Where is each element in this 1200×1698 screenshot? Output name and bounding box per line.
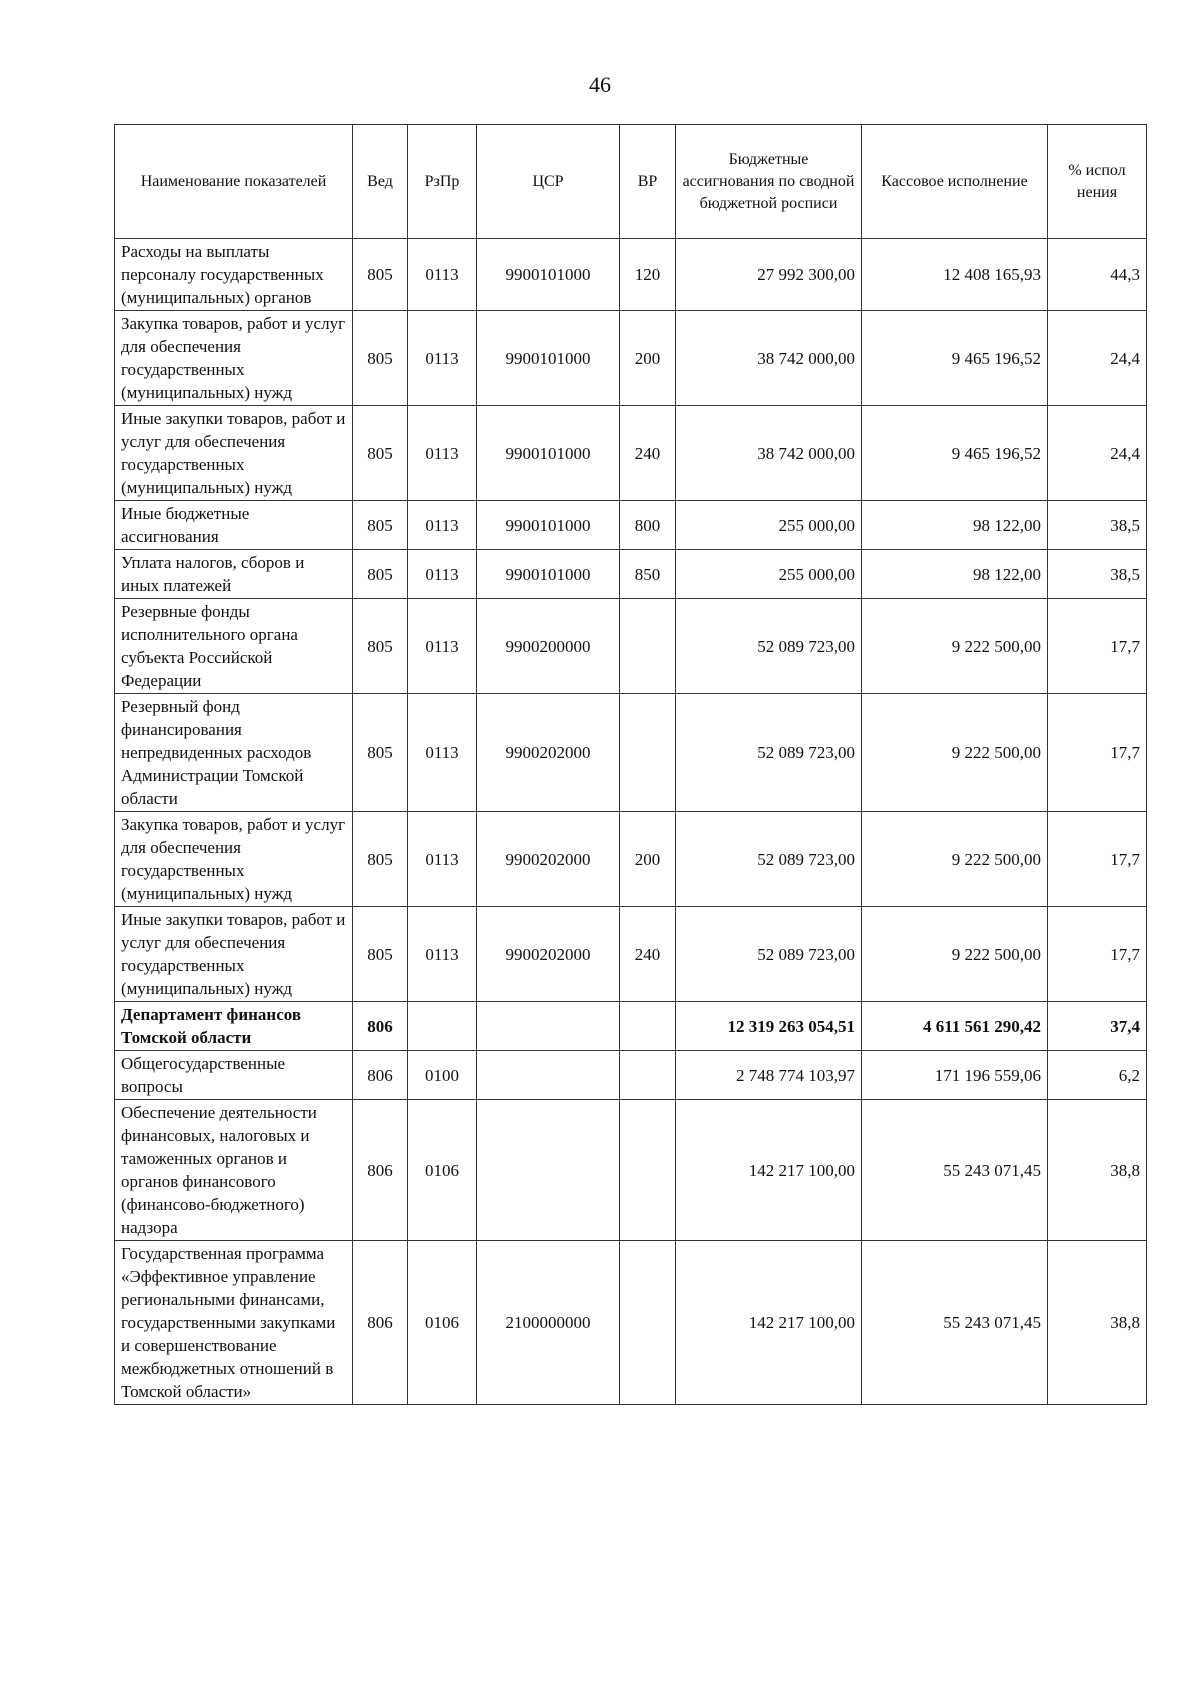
row-name: Обеспечение деятельности финансовых, налоговых и таможенных органов и органов финансового (финансово-бюджетного) надзора xyxy=(115,1100,353,1241)
table-header-row xyxy=(115,125,1147,239)
row-ved: 805 xyxy=(353,501,408,550)
row-name: Государственная программа «Эффективное управление региональными финансами, государственными закупками и совершенствование межбюджетных отношений в Томской области» xyxy=(115,1241,353,1405)
row-rzpr xyxy=(408,1002,477,1051)
row-csr xyxy=(477,1051,620,1100)
row-percent: 17,7 xyxy=(1048,599,1147,694)
row-name: Уплата налогов, сборов и иных платежей xyxy=(115,550,353,599)
row-vr xyxy=(620,1100,676,1241)
row-assignments: 255 000,00 xyxy=(676,501,862,550)
row-cash-execution: 9 222 500,00 xyxy=(862,907,1048,1002)
row-percent: 38,8 xyxy=(1048,1241,1147,1405)
row-rzpr: 0113 xyxy=(408,907,477,1002)
row-ved: 806 xyxy=(353,1241,408,1405)
row-cash-execution: 9 465 196,52 xyxy=(862,406,1048,501)
row-cash-execution: 98 122,00 xyxy=(862,550,1048,599)
row-cash-execution: 55 243 071,45 xyxy=(862,1241,1048,1405)
header-csr: ЦСР xyxy=(477,125,620,239)
row-assignments: 52 089 723,00 xyxy=(676,907,862,1002)
row-name: Закупка товаров, работ и услуг для обеспечения государственных (муниципальных) нужд xyxy=(115,812,353,907)
row-name: Иные закупки товаров, работ и услуг для обеспечения государственных (муниципальных) нужд xyxy=(115,406,353,501)
header-cash-execution: Кассовое исполнение xyxy=(862,125,1048,239)
row-vr: 800 xyxy=(620,501,676,550)
row-assignments: 38 742 000,00 xyxy=(676,311,862,406)
row-name: Расходы на выплаты персоналу государственных (муниципальных) органов xyxy=(115,239,353,311)
row-cash-execution: 12 408 165,93 xyxy=(862,239,1048,311)
table-row xyxy=(115,501,1147,550)
row-cash-execution: 4 611 561 290,42 xyxy=(862,1002,1048,1051)
row-assignments: 52 089 723,00 xyxy=(676,812,862,907)
header-percent: % испол нения xyxy=(1048,125,1147,239)
header-rzpr: РзПр xyxy=(408,125,477,239)
row-rzpr: 0113 xyxy=(408,812,477,907)
row-cash-execution: 9 465 196,52 xyxy=(862,311,1048,406)
row-csr: 2100000000 xyxy=(477,1241,620,1405)
row-rzpr: 0113 xyxy=(408,694,477,812)
budget-table xyxy=(114,124,1147,1405)
row-percent: 38,5 xyxy=(1048,550,1147,599)
row-ved: 805 xyxy=(353,239,408,311)
row-csr: 9900202000 xyxy=(477,907,620,1002)
row-cash-execution: 9 222 500,00 xyxy=(862,812,1048,907)
row-csr: 9900101000 xyxy=(477,550,620,599)
row-name: Закупка товаров, работ и услуг для обеспечения государственных (муниципальных) нужд xyxy=(115,311,353,406)
row-name: Департамент финансов Томской области xyxy=(115,1002,353,1051)
row-ved: 805 xyxy=(353,550,408,599)
row-percent: 24,4 xyxy=(1048,406,1147,501)
header-vr: ВР xyxy=(620,125,676,239)
row-vr: 850 xyxy=(620,550,676,599)
table-row xyxy=(115,311,1147,406)
row-csr xyxy=(477,1100,620,1241)
table-row xyxy=(115,1051,1147,1100)
row-assignments: 142 217 100,00 xyxy=(676,1100,862,1241)
row-rzpr: 0113 xyxy=(408,599,477,694)
row-ved: 806 xyxy=(353,1100,408,1241)
row-percent: 6,2 xyxy=(1048,1051,1147,1100)
row-name: Иные бюджетные ассигнования xyxy=(115,501,353,550)
header-name: Наименование показателей xyxy=(115,125,353,239)
row-ved: 805 xyxy=(353,599,408,694)
row-cash-execution: 98 122,00 xyxy=(862,501,1048,550)
row-assignments: 255 000,00 xyxy=(676,550,862,599)
table-row xyxy=(115,406,1147,501)
table-row xyxy=(115,907,1147,1002)
row-name: Общегосударственные вопросы xyxy=(115,1051,353,1100)
header-assignments: Бюджетные ассигнования по сводной бюджетной росписи xyxy=(676,125,862,239)
row-percent: 17,7 xyxy=(1048,694,1147,812)
row-csr: 9900101000 xyxy=(477,501,620,550)
row-vr: 200 xyxy=(620,812,676,907)
row-percent: 17,7 xyxy=(1048,907,1147,1002)
table-row xyxy=(115,550,1147,599)
row-vr: 200 xyxy=(620,311,676,406)
row-assignments: 2 748 774 103,97 xyxy=(676,1051,862,1100)
row-ved: 805 xyxy=(353,311,408,406)
row-name: Резервные фонды исполнительного органа субъекта Российской Федерации xyxy=(115,599,353,694)
header-ved: Вед xyxy=(353,125,408,239)
row-vr xyxy=(620,694,676,812)
row-ved: 805 xyxy=(353,694,408,812)
row-ved: 806 xyxy=(353,1002,408,1051)
row-assignments: 27 992 300,00 xyxy=(676,239,862,311)
row-cash-execution: 171 196 559,06 xyxy=(862,1051,1048,1100)
row-vr xyxy=(620,599,676,694)
row-rzpr: 0106 xyxy=(408,1241,477,1405)
table-row xyxy=(115,694,1147,812)
row-rzpr: 0113 xyxy=(408,501,477,550)
row-vr xyxy=(620,1241,676,1405)
row-assignments: 142 217 100,00 xyxy=(676,1241,862,1405)
row-csr xyxy=(477,1002,620,1051)
row-assignments: 52 089 723,00 xyxy=(676,694,862,812)
row-percent: 38,5 xyxy=(1048,501,1147,550)
table-row xyxy=(115,812,1147,907)
row-percent: 44,3 xyxy=(1048,239,1147,311)
row-assignments: 52 089 723,00 xyxy=(676,599,862,694)
row-csr: 9900101000 xyxy=(477,406,620,501)
table-row xyxy=(115,1241,1147,1405)
row-csr: 9900101000 xyxy=(477,239,620,311)
row-csr: 9900202000 xyxy=(477,694,620,812)
row-rzpr: 0100 xyxy=(408,1051,477,1100)
row-cash-execution: 55 243 071,45 xyxy=(862,1100,1048,1241)
row-ved: 805 xyxy=(353,907,408,1002)
row-ved: 805 xyxy=(353,406,408,501)
row-rzpr: 0106 xyxy=(408,1100,477,1241)
row-vr xyxy=(620,1051,676,1100)
table-row xyxy=(115,239,1147,311)
row-rzpr: 0113 xyxy=(408,406,477,501)
row-rzpr: 0113 xyxy=(408,550,477,599)
row-percent: 37,4 xyxy=(1048,1002,1147,1051)
table-row xyxy=(115,599,1147,694)
row-cash-execution: 9 222 500,00 xyxy=(862,599,1048,694)
row-vr: 120 xyxy=(620,239,676,311)
row-name: Резервный фонд финансирования непредвиденных расходов Администрации Томской области xyxy=(115,694,353,812)
row-vr: 240 xyxy=(620,907,676,1002)
row-rzpr: 0113 xyxy=(408,311,477,406)
row-csr: 9900101000 xyxy=(477,311,620,406)
row-name: Иные закупки товаров, работ и услуг для обеспечения государственных (муниципальных) нужд xyxy=(115,907,353,1002)
table-row-department xyxy=(115,1002,1147,1051)
row-csr: 9900200000 xyxy=(477,599,620,694)
row-percent: 24,4 xyxy=(1048,311,1147,406)
row-vr: 240 xyxy=(620,406,676,501)
row-ved: 805 xyxy=(353,812,408,907)
row-assignments: 12 319 263 054,51 xyxy=(676,1002,862,1051)
row-rzpr: 0113 xyxy=(408,239,477,311)
row-assignments: 38 742 000,00 xyxy=(676,406,862,501)
row-cash-execution: 9 222 500,00 xyxy=(862,694,1048,812)
row-csr: 9900202000 xyxy=(477,812,620,907)
page-number: 46 xyxy=(589,72,611,97)
row-percent: 38,8 xyxy=(1048,1100,1147,1241)
row-ved: 806 xyxy=(353,1051,408,1100)
table-row xyxy=(115,1100,1147,1241)
row-vr xyxy=(620,1002,676,1051)
row-percent: 17,7 xyxy=(1048,812,1147,907)
